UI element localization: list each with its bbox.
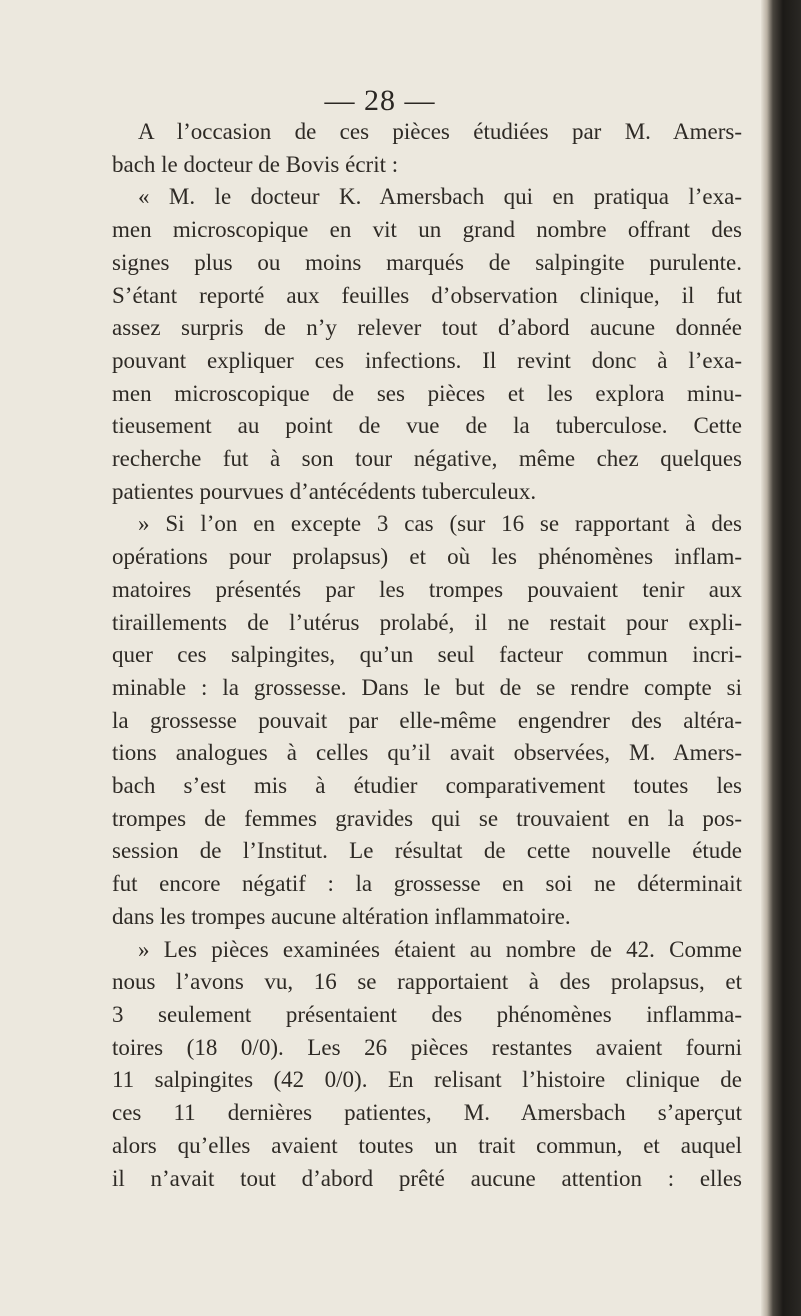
text-line: recherche fut à son tour négative, même chez quelques [112, 446, 742, 472]
text-line: trompes de femmes gravides qui se trouvaient en la pos- [112, 805, 742, 831]
text-line: pouvant expliquer ces infections. Il revint donc à l’exa- [112, 347, 742, 373]
text-line: assez surpris de n’y relever tout d’abord aucune donnée [112, 315, 742, 341]
page-number: — 28 — [324, 84, 436, 117]
text-line: tions analogues à celles qu’il avait observées, M. Amers- [112, 740, 742, 766]
text-line: » Les pièces examinées étaient au nombre de 42. Comme [138, 936, 742, 962]
text-line: opérations pour prolapsus) et où les phénomènes inflam- [112, 544, 742, 570]
text-line: men microscopique en vit un grand nombre offrant des [112, 217, 742, 243]
text-line: tiraillements de l’utérus prolabé, il ne restait pour expli- [112, 609, 742, 635]
text-line: fut encore négatif : la grossesse en soi ne déterminait [112, 871, 742, 897]
text-line: la grossesse pouvait par elle-même engendrer des altéra- [112, 707, 742, 733]
text-line: 11 salpingites (42 0/0). En relisant l’histoire clinique de [112, 1067, 742, 1093]
body-text [112, 116, 742, 1195]
text-line: « M. le docteur K. Amersbach qui en pratiqua l’exa- [138, 184, 742, 210]
text-line: matoires présentés par les trompes pouvaient tenir aux [112, 576, 742, 602]
text-line: A l’occasion de ces pièces étudiées par M. Amers- [138, 119, 742, 144]
text-line: il n’avait tout d’abord prêté aucune attention : elles [112, 1165, 742, 1191]
page-edge-shadow [761, 0, 801, 1316]
text-line: tieusement au point de vue de la tuberculose. Cette [112, 413, 742, 439]
text-line: bach le docteur de Bovis écrit : [112, 151, 399, 177]
text-line: patientes pourvues d’antécédents tuberculeux. [112, 478, 537, 504]
text-line: ces 11 dernières patientes, M. Amersbach s’aperçut [112, 1100, 742, 1126]
text-line: 3 seulement présentaient des phénomènes inflamma- [112, 1001, 742, 1027]
text-line: alors qu’elles avaient toutes un trait commun, et auquel [112, 1132, 742, 1158]
text-line: » Si l’on en excepte 3 cas (sur 16 se rapportant à des [138, 511, 742, 537]
text-line: toires (18 0/0). Les 26 pièces restantes avaient fourni [112, 1034, 742, 1060]
text-line: session de l’Institut. Le résultat de cette nouvelle étude [112, 838, 742, 864]
text-line: nous l’avons vu, 16 se rapportaient à des prolapsus, et [112, 969, 742, 995]
text-line: S’étant reporté aux feuilles d’observation clinique, il fut [112, 282, 742, 308]
text-line: dans les trompes aucune altération inflammatoire. [112, 903, 571, 929]
text-line: minable : la grossesse. Dans le but de se rendre compte si [112, 674, 742, 700]
text-line: quer ces salpingites, qu’un seul facteur commun incri- [112, 642, 742, 668]
text-line: signes plus ou moins marqués de salpingite purulente. [112, 249, 742, 275]
text-line: men microscopique de ses pièces et les explora minu- [112, 380, 742, 406]
text-line: bach s’est mis à étudier comparativement toutes les [112, 773, 742, 799]
